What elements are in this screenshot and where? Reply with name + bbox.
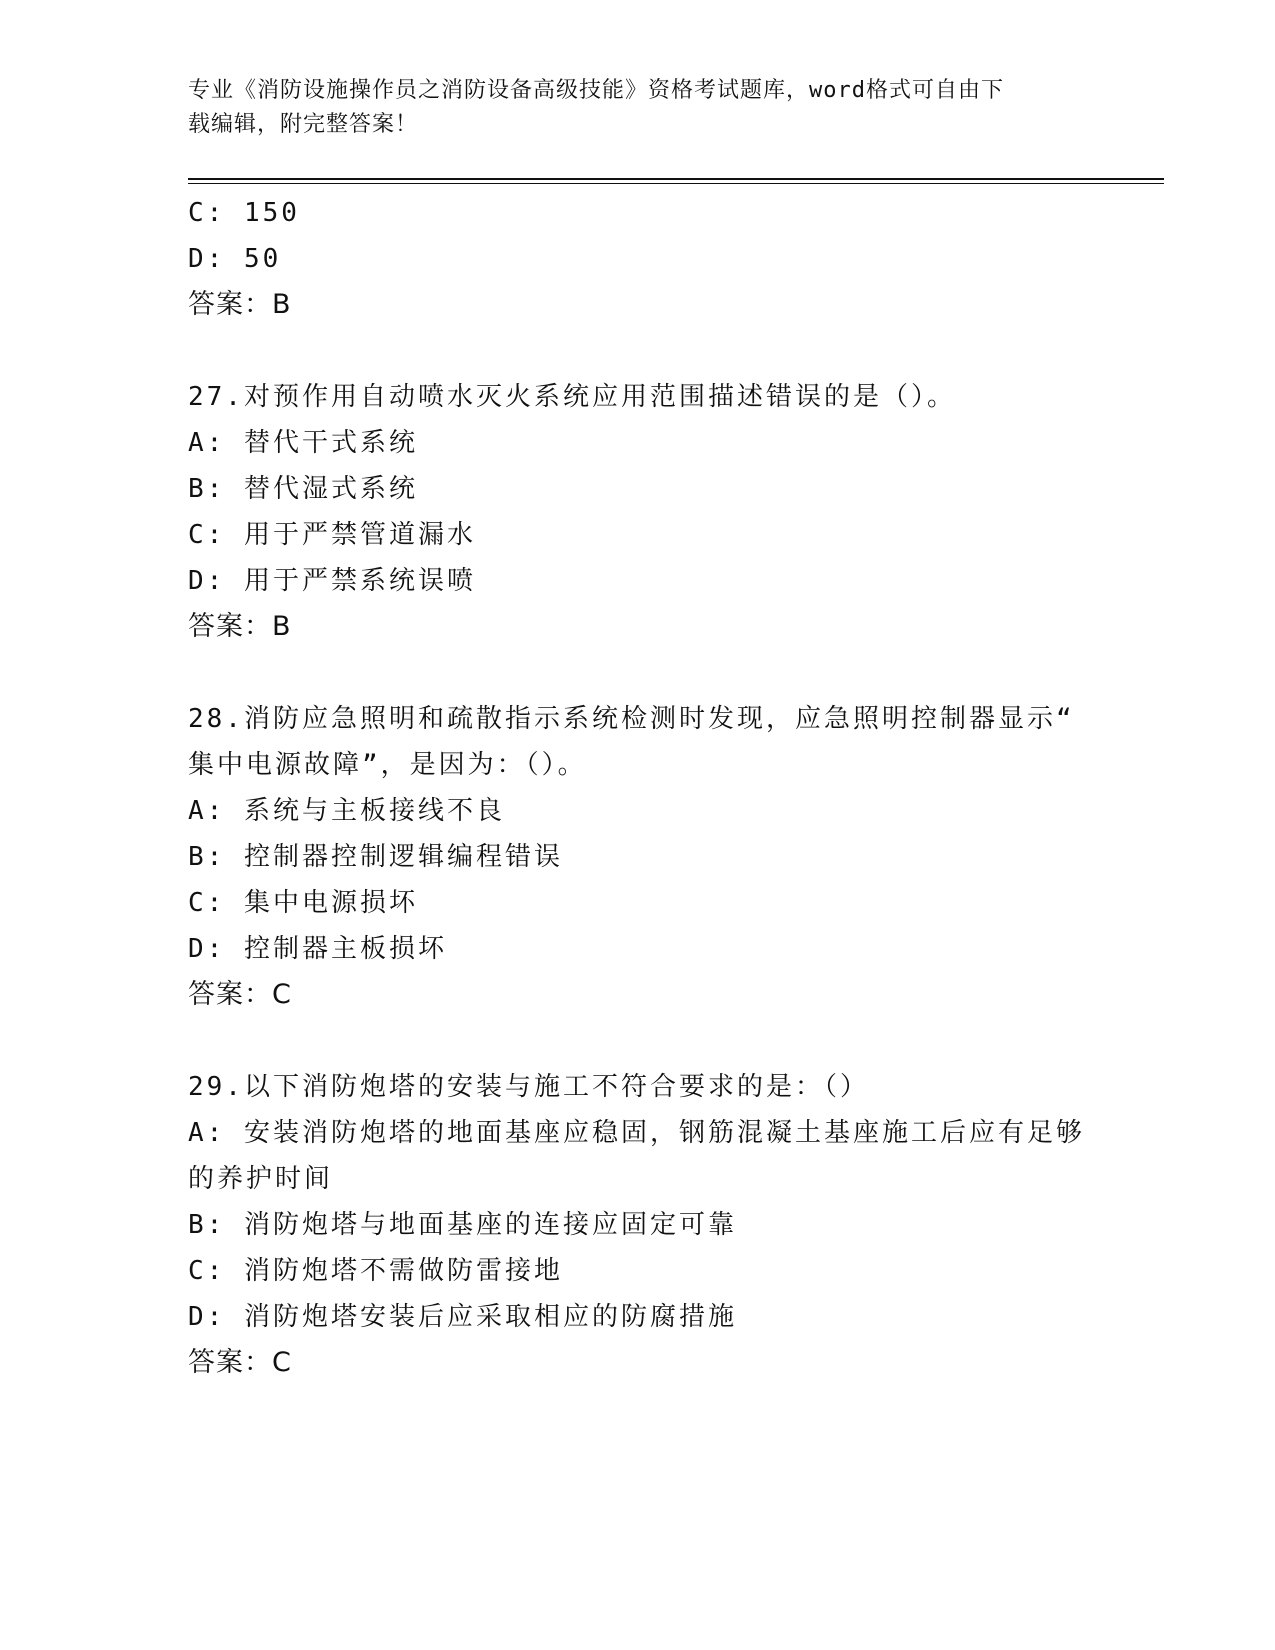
option-a: A: 安装消防炮塔的地面基座应稳固，钢筋混凝土基座施工后应有足够 (188, 1118, 1085, 1148)
option-b: B: 消防炮塔与地面基座的连接应固定可靠 (188, 1210, 737, 1240)
question-stem: 27.对预作用自动喷水灭火系统应用范围描述错误的是（）。 (188, 382, 956, 412)
option-d: D: 消防炮塔安装后应采取相应的防腐措施 (188, 1302, 737, 1332)
header-divider-thin (188, 183, 1164, 184)
header-line-2: 载编辑，附完整答案！ (188, 112, 419, 137)
option-b: B: 控制器控制逻辑编程错误 (188, 842, 563, 872)
option-a-continued: 的养护时间 (188, 1164, 334, 1194)
answer: 答案：C (188, 1347, 292, 1378)
question-29 (188, 1064, 1088, 1386)
option-d: D: 控制器主板损坏 (188, 934, 447, 964)
option-d: D: 50 (188, 244, 282, 274)
header-line-1: 专业《消防设施操作员之消防设备高级技能》资格考试题库，word格式可自由下 (188, 78, 1004, 103)
option-c: C: 用于严禁管道漏水 (188, 520, 476, 550)
spacer (188, 650, 1088, 696)
spacer (188, 328, 1088, 374)
document-header (188, 74, 1088, 142)
option-d: D: 用于严禁系统误喷 (188, 566, 476, 596)
answer: 答案：B (188, 611, 292, 642)
previous-question (188, 190, 1088, 328)
option-c: C: 150 (188, 198, 300, 228)
question-stem-continued: 集中电源故障”，是因为：（）。 (188, 750, 587, 780)
option-c: C: 集中电源损坏 (188, 888, 418, 918)
header-divider-thick (188, 178, 1164, 180)
question-stem: 29.以下消防炮塔的安装与施工不符合要求的是：（） (188, 1072, 869, 1102)
question-list (188, 190, 1088, 1386)
option-b: B: 替代湿式系统 (188, 474, 418, 504)
question-27 (188, 374, 1088, 650)
spacer (188, 1018, 1088, 1064)
option-a: A: 替代干式系统 (188, 428, 418, 458)
answer: 答案：B (188, 289, 292, 320)
question-28 (188, 696, 1088, 1018)
question-stem: 28.消防应急照明和疏散指示系统检测时发现，应急照明控制器显示“ (188, 704, 1075, 734)
answer: 答案：C (188, 979, 292, 1010)
option-a: A: 系统与主板接线不良 (188, 796, 505, 826)
option-c: C: 消防炮塔不需做防雷接地 (188, 1256, 563, 1286)
